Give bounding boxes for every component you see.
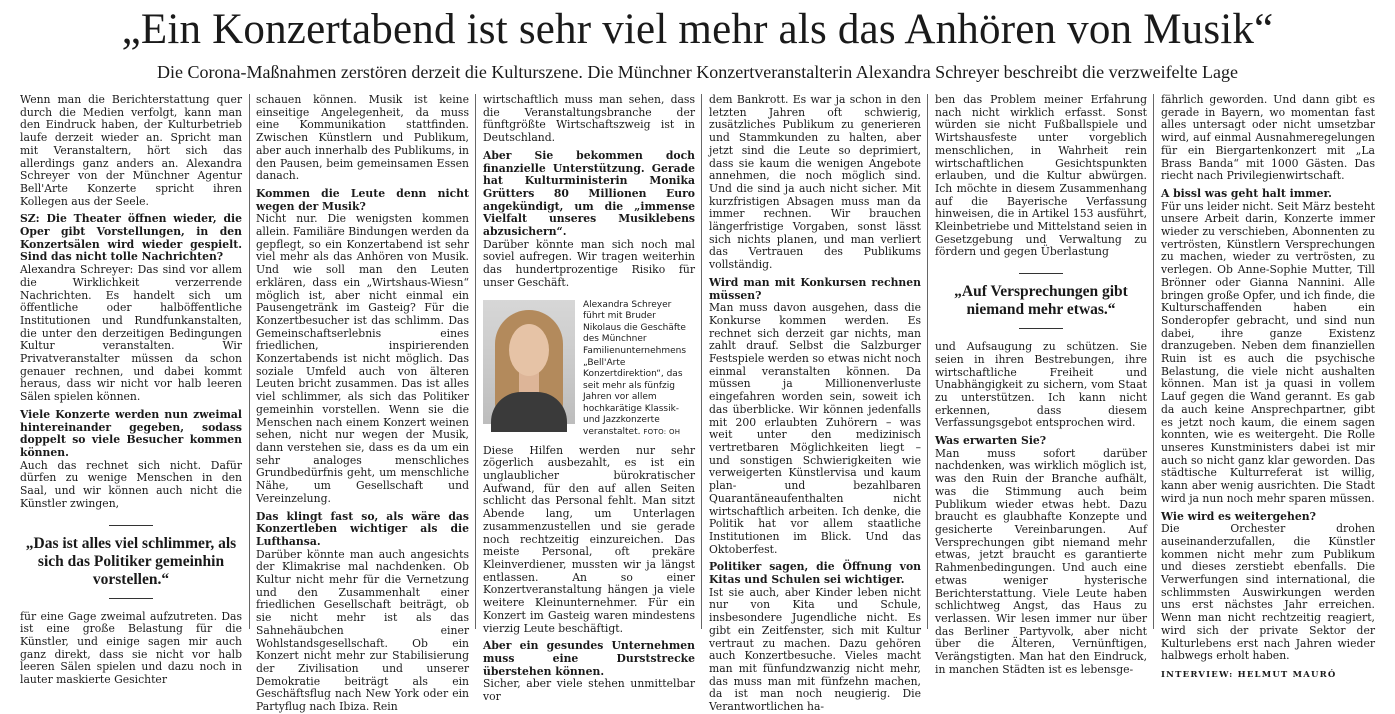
caption-text: Alexandra Schreyer führt mit Bruder Nikolaus die Geschäfte des Münchner Familienunternehmens „Bell'Arte Konzertdirektion“, das seit mehr als fünfzig Jahren vor allem hochkarätige Klassik- und Jazzkonzerte veranstaltet. (583, 299, 687, 438)
question: Wird man mit Konkursen rechnen müssen? (709, 275, 921, 302)
question: Was erwarten Sie? (935, 434, 1047, 448)
subheadline: Die Corona-Maßnahmen zerstören derzeit die Kulturszene. Die Münchner Konzertveranstalterin Alexandra Schreyer beschreibt die verzweifelte Lage (156, 62, 1239, 82)
question: Viele Konzerte werden nun zweimal hintereinander gegeben, sodass doppelt so viele Besucher kommen können. (20, 407, 242, 459)
answer: schauen können. Musik ist keine einseitige Angelegenheit, da muss eine Kommunikation stattfinden. Zwischen Künstlern und Publikum, aber auch innerhalb des Publikums, in den Pausen, beim gemeinsamen Essen danach. (256, 93, 469, 183)
column-5 (935, 93, 1147, 676)
answer: wirtschaftlich muss man sehen, dass die Veranstaltungsbranche der fünftgrößte Wirtschaftszweig ist in Deutschland. (483, 93, 695, 145)
column-divider (475, 94, 476, 629)
answer: Darüber könnte man auch angesichts der Klimakrise mal nachdenken. Ob Kultur nicht mehr für die Vernetzung und den Zusammenhalt einer friedlichen Gesellschaft beiträgt, ob sie nicht mehr ist als das Sahnehäubchen einer Wohlstandsgesellschaft. Ob ein Konzert nicht mehr zur Stabilisierung der Zivilisation und unserer Demokratie beiträgt als ein Geschäftsflug nach New York oder ein Partyflug nach Ibiza. Rein (256, 547, 469, 714)
answer: ben das Problem meiner Erfahrung nach nicht wirklich erfasst. Sonst würden sie nicht Fußballspiele und Wirtshausfeste unter vorgeblich menschlichen, in Wahrheit rein wirtschaftlichen Gesichtspunkten erlauben, und die Kultur abwürgen. Ich möchte in diesem Zusammenhang auf die Bayerische Verfassung hinweisen, die in Artikel 153 ausführt, Kleinbetriebe und Mittelstand seien in Gesetzgebung und Verwaltung zu fördern und gegen Überlastung (935, 93, 1147, 259)
photo-credit: FOTO: OH (643, 428, 681, 437)
question: SZ: Die Theater öffnen wieder, die Oper gibt Vorstellungen, in den Konzertsälen wird wieder gespielt. Sind das nicht tolle Nachrichten? (20, 212, 242, 264)
answer: Sicher, aber viele stehen unmittelbar vor (483, 677, 695, 704)
pull-quote: „Das ist alles viel schlimmer, als sich das Politiker gemeinhin vorstellen.“ (20, 525, 242, 599)
column-4 (709, 93, 921, 714)
answer: Nicht nur. Die wenigsten kommen allein. Familiäre Bindungen werden da gepflegt, so ein Konzertabend ist sehr viel mehr als das Anhören von Musik. Und wie soll man den Leuten erklären, dass ein „Wirtshaus-Wiesn“ möglich ist, aber nicht einmal ein Pausengetränk im Gasteig? Für die Konzertbesucher ist das schlimm. Das Gemeinschaftserlebnis eines friedlichen, inspirierenden Konzertabends ist nicht möglich. Das soziale Umfeld auch von älteren Leuten bricht zusammen. Das ist alles viel schlimmer, als sich das Politiker gemeinhin vorstellen. Wenn sie die Menschen nach einem Konzert weinen sehen, nicht nur wegen der Musik, dann verstehen sie, dass es da um ein sehr analoges menschliches Grundbedürfnis geht, um menschliche Nähe, um Gesellschaft und Vereinzelung. (256, 212, 469, 505)
answer: für eine Gage zweimal aufzutreten. Das ist eine große Belastung für die Künstler, und einige sagen mir auch ganz direkt, dass sie nicht vor halb leeren Sälen spielen und dazu noch in lauter maskierte Gesichter (20, 609, 242, 687)
question: Politiker sagen, die Öffnung von Kitas und Schulen sei wichtiger. (709, 560, 921, 587)
column-divider (1153, 94, 1154, 629)
interview-credit: INTERVIEW: HELMUT MAURÓ (1161, 669, 1337, 680)
answer: Man muss sofort darüber nachdenken, was wirklich möglich ist, was den Ruin der Branche aufhält, was die Stimmung auch beim Publikum wieder etwas hebt. Dazu braucht es glaubhafte Konzepte und gesicherte Vereinbarungen. Auf Versprechungen gibt niemand mehr etwas, jetzt braucht es garantierte Rahmenbedingungen. Und auch eine etwas weniger hysterische Berichterstattung. Viele Leute haben schlichtweg Angst, das Haus zu verlassen. Wir lesen immer nur über das Berliner Partyvolk, aber nicht über die Älteren, Vernünftigen, Verängstigten. Man hat den Eindruck, in manchen Städten ist es lebensge- (935, 446, 1147, 676)
column-divider (249, 94, 250, 629)
answer: Darüber könnte man sich noch mal soviel aufregen. Wir tragen weiterhin das hundertprozentige Risiko für unser Geschäft. (483, 237, 695, 289)
portrait-figure (483, 300, 695, 439)
answer: Man muss davon ausgehen, dass die Konkurse kommen werden. Es rechnet sich derzeit gar nichts, man zahlt drauf. Selbst die Salzburger Festspiele werden so etwas nicht noch einmal veranstalten können. Da müssen ja Millionenverluste eingefahren worden sein, soweit ich das überblicke. Wir können jedenfalls mit 200 erlaubten Zuhörern – was weit unter den medizinisch vertretbaren Möglichkeiten liegt – und sonstigen Schwierigkeiten wie verweigerten Künstlervisa und kaum plan- und bezahlbaren Quarantäneaufenthalten nicht wirtschaftlich arbeiten. Ich denke, die Politik hat vor allem staatliche Institutionen im Blick. Und das Oktoberfest. (709, 301, 921, 556)
answer: und Aufsaugung zu schützen. Sie seien in ihren Bestrebungen, ihre wirtschaftliche Freiheit und Unabhängigkeit zu sichern, vom Staat zu unterstützen. Ich kann nicht erkennen, dass diesem Verfassungsgebot entsprochen wird. (935, 340, 1147, 430)
answer: Auch das rechnet sich nicht. Dafür dürfen zu wenige Menschen in den Saal, und wir können auch nicht die Künstler zwingen, (20, 458, 242, 510)
column-6 (1161, 93, 1375, 680)
question: Kommen die Leute denn nicht wegen der Musik? (256, 186, 469, 213)
column-1 (20, 93, 242, 687)
question: Aber Sie bekommen doch finanzielle Unterstützung. Gerade hat Kulturministerin Monika Grütters 80 Millionen Euro angekündigt, um die „immense Vielfalt unseres Musiklebens abzusichern“. (483, 148, 695, 239)
answer: fährlich geworden. Und dann gibt es gerade in Bayern, wo momentan fast alles untersagt oder nicht umsetzbar wird, auf einmal Ausnahmeregelungen für ein Biergartenkonzert mit „La Brass Banda“ mit 1000 Gästen. Das riecht nach Privilegienwirtschaft. (1161, 93, 1375, 183)
intro-paragraph: Wenn man die Berichterstattung quer durch die Medien verfolgt, kann man den Eindruck haben, der Kulturbetrieb laufe derzeit wieder an. Spricht man mit Veranstaltern, hört sich das allerdings ganz anders an. Alexandra Schreyer von der Münchner Agentur Bell'Arte Konzerte spricht ihren Kollegen aus der Seele. (20, 93, 242, 208)
question: A bissl was geht halt immer. (1161, 186, 1332, 200)
answer: dem Bankrott. Es war ja schon in den letzten Jahren oft schwierig, zusätzliches Publikum zu generieren und Stammkunden zu halten, aber jetzt sind die Leute so deprimiert, dass sie kaum die wenigen Angebote annehmen, die noch möglich sind. Und die sind ja auch nicht sicher. Mit kurzfristigen Absagen muss man da immer rechnen. Wir brauchen längerfristige Vorgaben, sonst lässt sich nichts planen, und man verliert das Vertrauen des Publikums vollständig. (709, 93, 921, 272)
photo-caption (583, 300, 695, 439)
column-2 (256, 93, 469, 714)
answer: Ist sie auch, aber Kinder leben nicht nur von Kita und Schule, insbesondere Jugendliche nicht. Es gibt ein Zeitfenster, sich mit Kultur vertraut zu machen. Dazu gehören auch Konzertbesuche. Vieles macht man mit fünfundzwanzig nicht mehr, das muss man mit fünfzehn machen, da ist man noch neugierig. Die Verantwortlichen ha- (709, 585, 921, 714)
question: Das klingt fast so, als wäre das Konzertleben wichtiger als die Lufthansa. (256, 509, 469, 548)
question: Aber ein gesundes Unternehmen muss eine Durststrecke überstehen können. (483, 639, 695, 678)
headline: „Ein Konzertabend ist sehr viel mehr als das Anhören von Musik“ (121, 6, 1274, 53)
answer: Diese Hilfen werden nur sehr zögerlich ausbezahlt, es ist ein unglaublicher bürokratischer Aufwand, für den auf allen Seiten schlicht das Personal fehlt. Man sitzt Abende lang, um Unterlagen zusammenzustellen und sie gerade noch rechtzeitig einzureichen. Das meiste Personal, oft prekäre Kleinverdiener, mussten wir ja längst entlassen. An so einer Konzertveranstaltung hängen ja viele weitere Kleinunternehmer. Für ein Konzert im Gasteig waren mindestens vierzig Leute beschäftigt. (483, 443, 695, 635)
column-3 (483, 93, 695, 704)
portrait-photo (483, 300, 575, 424)
question: Wie wird es weitergehen? (1161, 509, 1316, 523)
answer: Die Orchester drohen auseinanderzufallen, die Künstler kommen nicht mehr zum Publikum und dieses zerstiebt ebenfalls. Die Verwerfungen sind international, die schlimmsten Auswirkungen werden uns erst nächstes Jahr erreichen. Wenn man nicht rechtzeitig reagiert, wird sich der private Sektor der Kulturlebens erst nach Jahren wieder halbwegs erholt haben. (1161, 522, 1375, 663)
answer: Für uns leider nicht. Seit März besteht unsere Arbeit darin, Konzerte immer wieder zu verschieben, Abonnenten zu vertrösten, Künstlern Versprechungen zu machen, wieder zu vertrösten, zu verlegen. Ob Anne-Sophie Mutter, Till Brönner oder Gianna Nannini. Alle bringen große Opfer, und ich finde, die Kulturschaffenden haben ein Sonderopfer gebracht, und sind nun dabei, ihre ganze Existenz dranzugeben. Neben dem finanziellen Ruin ist es auch die psychische Belastung, die viele nicht aushalten können. Man ist ja quasi in vollem Lauf gegen die Wand gerannt. Es gab da auch keine Ansprechpartner, gibt es jetzt noch kaum, die einem sagen konnten, wie es weitergeht. Die Rolle unseres Kunstministers dabei ist mir auch so nicht ganz klar geworden. Das städtische Kulturreferat ist willig, kann aber wenig ausrichten. Die Stadt wird ja nun noch mehr sparen müssen. (1161, 199, 1375, 505)
column-divider (701, 94, 702, 629)
pull-quote: „Auf Versprechungen gibt niemand mehr etwas.“ (935, 273, 1147, 329)
answer: Alexandra Schreyer: Das sind vor allem die Wirklichkeit verzerrende Nachrichten. Es handelt sich um öffentliche oder halböffentliche Institutionen und Rundfunkanstalten, die unter den derzeitigen Bedingungen Kultur veranstalten. Wir Privatveranstalter müssen da schon genauer rechnen, und dabei kommt heraus, dass wir nicht vor halb leeren Sälen spielen können. (20, 263, 242, 404)
column-divider (927, 94, 928, 629)
